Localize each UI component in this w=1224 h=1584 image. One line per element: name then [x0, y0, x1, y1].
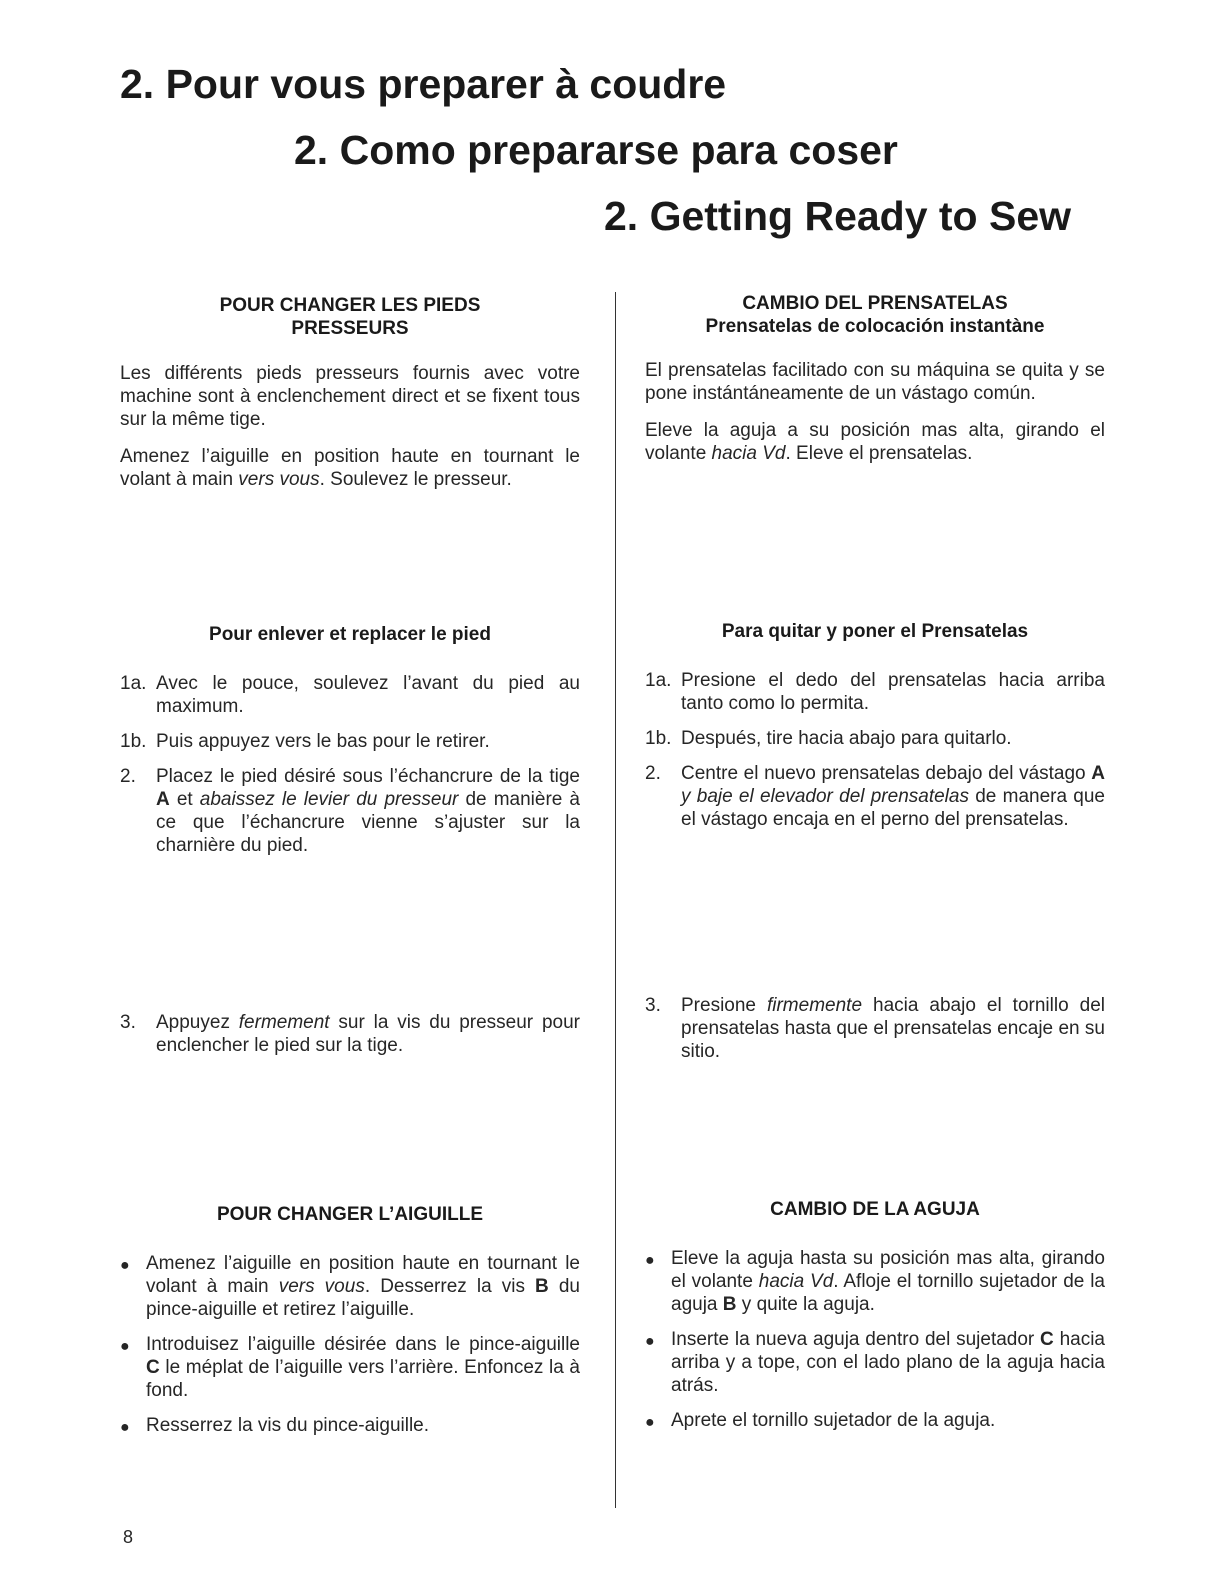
fr-heading-remove-foot: Pour enlever et replacer le pied: [209, 624, 491, 645]
title-spanish: 2. Como prepararse para coser: [294, 127, 898, 173]
fr-step-2: 2. Placez le pied désiré sous l’échancrure de la tige A et abaissez le levier du presseur de manière à ce que l’échancrure vienne s’ajuster sur la charnière du pied.: [120, 766, 580, 856]
page-number: 8: [123, 1527, 134, 1547]
fr-paragraph-intro: Les différents pieds presseurs fournis avec votre machine sont à enclenchement direct et se fixent tous sur la même tige.: [120, 363, 580, 430]
es-paragraph-raise-needle: Eleve la aguja a su posición mas alta, girando el volante hacia Vd. Eleve el prensatelas.: [645, 420, 1105, 464]
fr-bullet-2: ● Introduisez l’aiguille désirée dans le pince-aiguille C le méplat de l’aiguille vers l’arrière. Enfoncez la à fond.: [120, 1334, 580, 1401]
fr-heading-change-foot-line2: PRESSEURS: [291, 318, 409, 339]
es-step-3-block: [645, 994, 1105, 1075]
bullet-icon: ●: [645, 1414, 655, 1431]
es-heading-remove-foot: Para quitar y poner el Prensatelas: [721, 621, 1029, 642]
es-section-remove-foot: [645, 620, 1105, 843]
bullet-icon: ●: [645, 1333, 655, 1350]
es-step-1a: 1a. Presione el dedo del prensatelas hacia arriba tanto como lo permita.: [645, 670, 1105, 714]
es-bullet-2: ● Inserte la nueva aguja dentro del sujetador C hacia arriba y a tope, con el lado plano de la aguja hacia atrás.: [645, 1329, 1105, 1396]
fr-heading-change-foot-line1: POUR CHANGER LES PIEDS: [219, 295, 481, 316]
fr-bullet-1: ● Amenez l’aiguille en position haute en tournant le volant à main vers vous. Desserrez la vis B du pince-aiguille et retirez l’aiguille.: [120, 1253, 580, 1320]
fr-section-remove-foot: [120, 623, 580, 869]
fr-step-3: 3. Appuyez fermement sur la vis du presseur pour enclencher le pied sur la tige.: [120, 1012, 580, 1056]
bullet-icon: ●: [120, 1419, 130, 1436]
fr-step-3-block: [120, 1011, 580, 1069]
es-section-change-needle: [645, 1198, 1105, 1448]
fr-bullet-3: ● Resserrez la vis du pince-aiguille.: [120, 1414, 580, 1441]
es-section-change-foot: [645, 292, 1105, 479]
column-divider: [615, 292, 616, 1508]
es-bullet-3: ● Aprete el tornillo sujetador de la aguja.: [645, 1409, 1105, 1436]
es-step-1b: 1b. Después, tire hacia abajo para quitarlo.: [645, 728, 1012, 749]
es-heading-change-foot-line2: Prensatelas de colocación instantàne: [705, 316, 1045, 337]
fr-step-1a: 1a. Avec le pouce, soulevez l’avant du pied au maximum.: [120, 673, 580, 717]
es-heading-change-foot-line1: CAMBIO DEL PRENSATELAS: [742, 293, 1008, 314]
bullet-icon: ●: [120, 1338, 130, 1355]
fr-step-1b: 1b. Puis appuyez vers le bas pour le retirer.: [120, 731, 490, 752]
title-english: 2. Getting Ready to Sew: [604, 193, 1072, 239]
es-step-3: 3. Presione firmemente hacia abajo el tornillo del prensatelas hasta que el prensatelas encaje en su sitio.: [645, 995, 1105, 1062]
bullet-icon: ●: [645, 1252, 655, 1269]
fr-section-change-foot: [120, 294, 580, 505]
es-paragraph-intro: El prensatelas facilitado con su máquina se quita y se pone instántáneamente de un vástago común.: [645, 360, 1105, 404]
title-french: 2. Pour vous preparer à coudre: [120, 61, 727, 107]
fr-section-change-needle: [120, 1203, 580, 1453]
bullet-icon: ●: [120, 1257, 130, 1274]
es-step-2: 2. Centre el nuevo prensatelas debajo del vástago A y baje el elevador del prensatelas de manera que el vástago encaja en el perno del prensatelas.: [645, 763, 1105, 830]
fr-paragraph-raise-needle: Amenez l’aiguille en position haute en tournant le volant à main vers vous. Soulevez le presseur.: [120, 446, 580, 490]
es-bullet-1: ● Eleve la aguja hasta su posición mas alta, girando el volante hacia Vd. Afloje el tornillo sujetador de la aguja B y quite la aguja.: [645, 1248, 1105, 1315]
fr-heading-change-needle: POUR CHANGER L’AIGUILLE: [216, 1204, 483, 1225]
es-heading-change-needle: CAMBIO DE LA AGUJA: [770, 1199, 980, 1220]
